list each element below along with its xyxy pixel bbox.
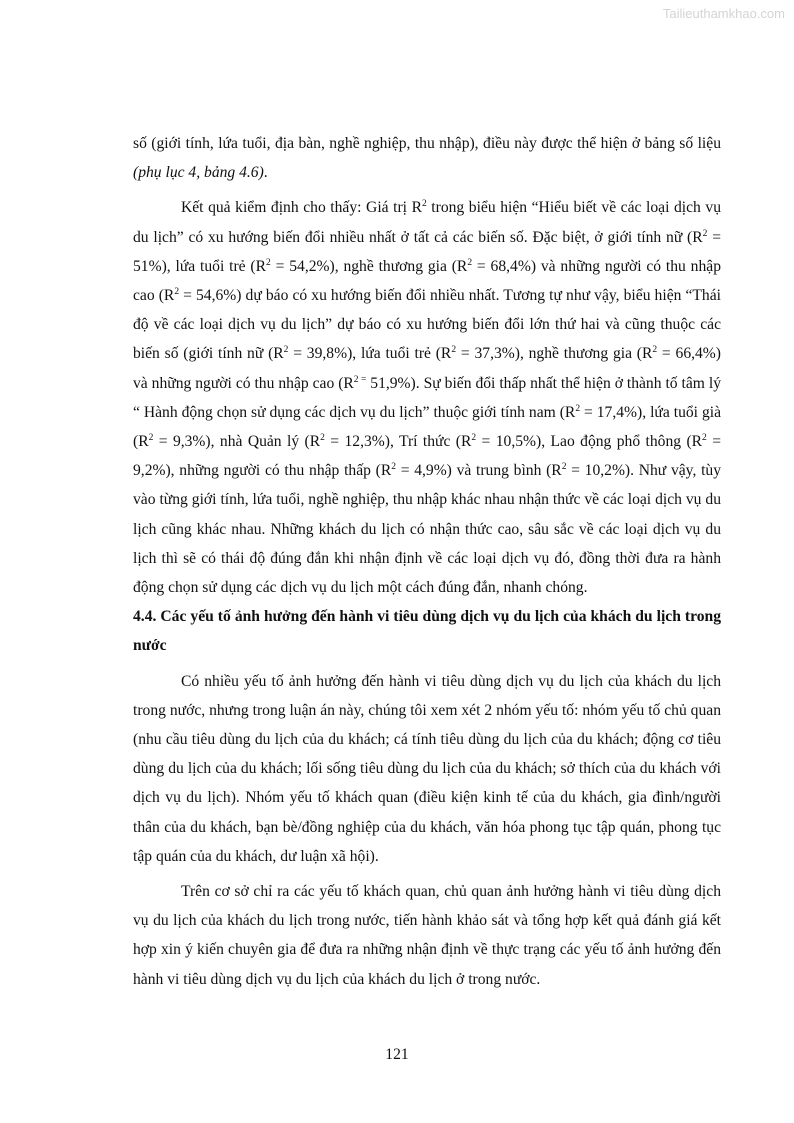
text-run: = 12,3%), Trí thức (R [324, 433, 472, 451]
text-run: = 54,2%), nghề thương gia (R [270, 257, 468, 275]
text-run: Kết quả kiểm định cho thấy: Giá trị R [181, 199, 422, 217]
superscript: 2 [174, 286, 180, 297]
paragraph-survey: Trên cơ sở chỉ ra các yếu tố khách quan, chủ quan ảnh hưởng hành vi tiêu dùng dịch vụ du lịch của khách du lịch trong nước, tiến hành khảo sát và tổng hợp kết quả đánh giá kết hợp xin ý kiến chuyên gia để đưa ra những nhận định về thực trạng các yếu tố ảnh hưởng đến hành vi tiêu dùng dịch vụ du lịch của khách du lịch ở trong nước. [133, 883, 721, 988]
paragraph-test-results [133, 193, 721, 602]
paragraph-factors: Có nhiều yếu tố ảnh hưởng đến hành vi tiêu dùng dịch vụ du lịch của khách du lịch trong nước, nhưng trong luận án này, chúng tôi xem xét 2 nhóm yếu tố: nhóm yếu tố chủ quan (nhu cầu tiêu dùng du lịch của du khách; cá tính tiêu dùng du lịch của du khách; động cơ tiêu dùng du lịch của du khách; lối sống tiêu dùng du lịch của du khách; sở thích của du khách với dịch vụ du lịch). Nhóm yếu tố khách quan (điều kiện kinh tế của du khách, gia đình/người thân của du khách, bạn bè/đồng nghiệp của du khách, văn hóa phong tục tập quán, phong tục tập quán của du khách, dư luận xã hội). [133, 672, 721, 865]
superscript: 2 [702, 432, 707, 443]
superscript: 2 [283, 345, 289, 356]
text-run: = 10,5%), Lao động phổ thông (R [476, 433, 703, 451]
text-run: = 9,3%), nhà Quản lý (R [153, 433, 321, 451]
paragraph-text: số (giới tính, lứa tuổi, địa bàn, nghề nghiệp, thu nhập), điều này được thể hiện ở bảng số liệu [133, 135, 721, 152]
page-number: 121 [385, 1046, 409, 1063]
superscript: 2 [471, 432, 477, 443]
superscript: 2 [561, 462, 567, 473]
paragraph-continuation [133, 129, 721, 187]
text-run: trong biểu hiện “Hiểu biết về các loại dịch vụ du lịch” có xu hướng biến đổi nhiều nhất ở tất cả các biến số. Đặc biệt, ở giới tính nữ (R [133, 199, 721, 246]
text-run: = 51%), lứa tuổi trẻ (R [133, 228, 721, 275]
superscript: 2 [320, 432, 325, 443]
superscript: 2 [467, 257, 473, 268]
text-run: = 9,2%), những người có thu nhập thấp (R [133, 433, 721, 480]
superscript: 2 [575, 403, 581, 414]
text-run: = 39,8%), lứa tuổi trẻ (R [288, 345, 452, 363]
paragraph-end: . [263, 164, 268, 182]
appendix-reference: (phụ lục 4, bảng 4.6) [133, 164, 264, 182]
watermark: Tailieuthamkhao.com [662, 6, 785, 21]
superscript: 2 [148, 432, 154, 443]
text-run: = 17,4%), lứa tuổi già (R [133, 403, 721, 451]
text-run: = 54,6%) dự báo có xu hướng biến đổi nhiều nhất. Tương tự như vậy, biểu hiện “Thái độ về các loại dịch vụ du lịch” dự báo có xu hướng biến đổi lớn thứ hai và cũng thuộc các biến số (giới tính nữ (R [133, 287, 721, 363]
superscript: 2 [266, 257, 271, 268]
superscript: 2 [702, 228, 708, 239]
superscript: 2 [421, 199, 427, 210]
text-run: 51,9%). Sự biến đổi thấp nhất thể hiện ở thành tố tâm lý “ Hành động chọn sử dụng các dịch vụ du lịch” thuộc giới tính nam (R [133, 374, 722, 421]
superscript: 2 [451, 345, 457, 356]
text-run: = 10,2%). Như vậy, tùy vào từng giới tính, lứa tuổi, nghề nghiệp, thu nhập khác nhau nhận thức về các loại dịch vụ du lịch cũng khác nhau. Những khách du lịch có nhận thức cao, sâu sắc về các loại dịch vụ du lịch thì sẽ có thái độ đúng đắn khi nhận định về các loại dịch vụ đó, đồng thời đưa ra hành động chọn sử dụng các dịch vụ du lịch một cách đúng đắn, nhanh chóng. [133, 462, 722, 597]
superscript: 2 [391, 462, 396, 473]
section-heading: 4.4. Các yếu tố ảnh hưởng đến hành vi tiêu dùng dịch vụ du lịch của khách du lịch trong nước [133, 608, 721, 655]
text-run: = 4,9%) và trung bình (R [395, 462, 562, 480]
body-text [133, 129, 721, 994]
text-run: = 37,3%), nghề thương gia (R [456, 345, 653, 363]
superscript: 2 = [353, 374, 367, 385]
superscript: 2 [652, 345, 658, 356]
text-run: = 68,4%) và những người có thu nhập cao (R [133, 257, 721, 305]
text-run: = 66,4%) và những người có thu nhập cao (R [133, 345, 721, 392]
